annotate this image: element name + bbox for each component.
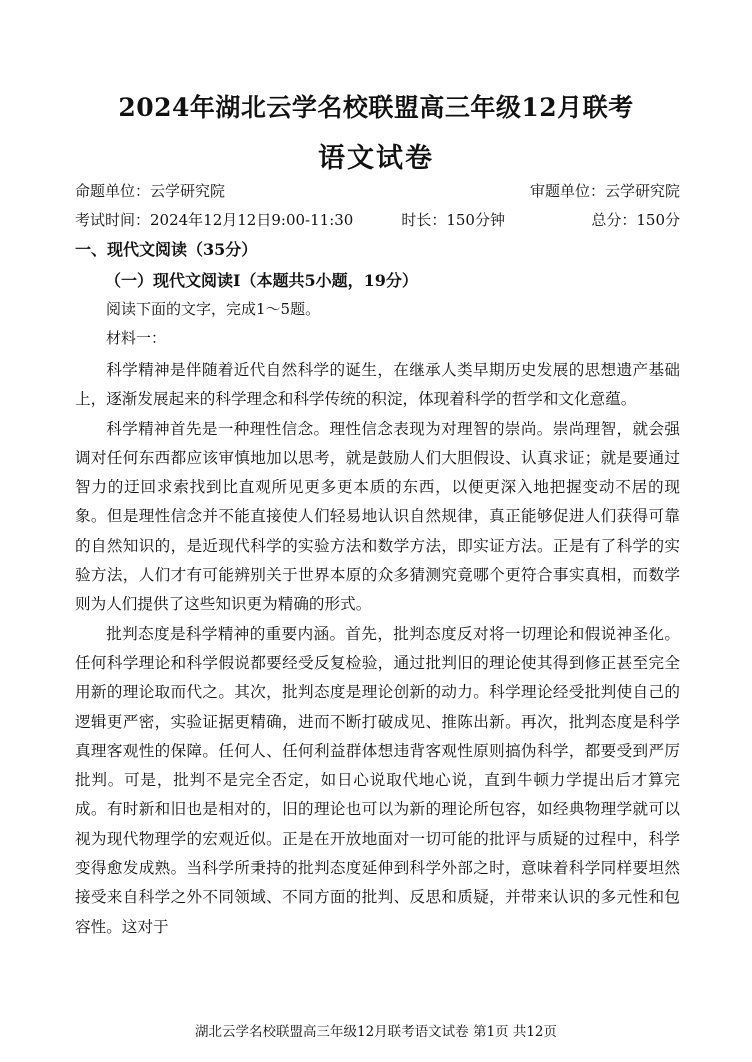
exam-subtitle: 语文试卷 (318, 143, 434, 174)
section-heading: 一、现代文阅读（35分） (75, 240, 258, 259)
meta-row-units (75, 180, 680, 202)
passage-paragraph: 批判态度是科学精神的重要内涵。首先，批判态度反对将一切理论和假说神圣化。任何科学理论和科学假说都要经受反复检验，通过批判旧的理论使其得到修正甚至完全用新的理论取而代之。其次，批判态度是理论创新的动力。科学理论经受批判使自己的逻辑更严密，实验证据更精确，进而不断打破成见、推陈出新。再次，批判态度是科学真理客观性的保障。任何人、任何利益群体想违背客观性原则搞伪科学，都要受到严厉批判。可是，批判不是完全否定，如日心说取代地心说，直到牛顿力学提出后才算完成。有时新和旧也是相对的，旧的理论也可以为新的理论所包容，如经典物理学就可以视为现代物理学的宏观近似。正是在开放地面对一切可能的批评与质疑的过程中，科学变得愈发成熟。当科学所秉持的批判态度延伸到科学外部之时，意味着科学同样要坦然接受来自科学之外不同领域、不同方面的批判、反思和质疑，并带来认识的多元性和包容性。这对于 (75, 624, 680, 936)
subsection-heading: （一）现代文阅读Ⅰ（本题共5小题，19分） (105, 271, 418, 290)
setter-unit: 命题单位：云学研究院 (75, 182, 226, 200)
passage-paragraph: 科学精神首先是一种理性信念。理性信念表现为对理智的崇尚。崇尚理智，就会强调对任何东西都应该审慎地加以思考，就是鼓励人们大胆假设、认真求证；就是要通过智力的迂回求索找到比直观所见更多更本质的东西，以便更深入地把握变动不居的现象。但是理性信念并不能直接使人们轻易地认识自然规律，真正能够促进人们获得可靠的自然知识的，是近现代科学的实验方法和数学方法，即实证方法。正是有了科学的实验方法，人们才有可能辨别关于世界本原的众多猜测究竟哪个更符合事实真相，而数学则为人们提供了这些知识更为精确的形式。 (75, 419, 680, 614)
passage-paragraph: 科学精神是伴随着近代自然科学的诞生，在继承人类早期历史发展的思想遗产基础上，逐渐发展起来的科学理念和科学传统的积淀，体现着科学的哲学和文化意蕴。 (75, 361, 680, 409)
exam-total-score: 总分：150分 (591, 211, 680, 229)
instruction-text: 阅读下面的文字，完成1～5题。 (106, 300, 321, 318)
page-footer: 湖北云学名校联盟高三年级12月联考语文试卷 第1页 共12页 (194, 1024, 558, 1040)
exam-time: 考试时间：2024年12月12日9:00-11:30 (75, 211, 354, 229)
meta-row-time (75, 209, 680, 231)
reviewer-unit: 审题单位：云学研究院 (529, 182, 680, 200)
exam-duration: 时长：150分钟 (401, 211, 505, 229)
exam-title: 2024年湖北云学名校联盟高三年级12月联考 (118, 93, 634, 122)
material-label: 材料一： (106, 329, 167, 347)
reading-passage (75, 356, 680, 942)
